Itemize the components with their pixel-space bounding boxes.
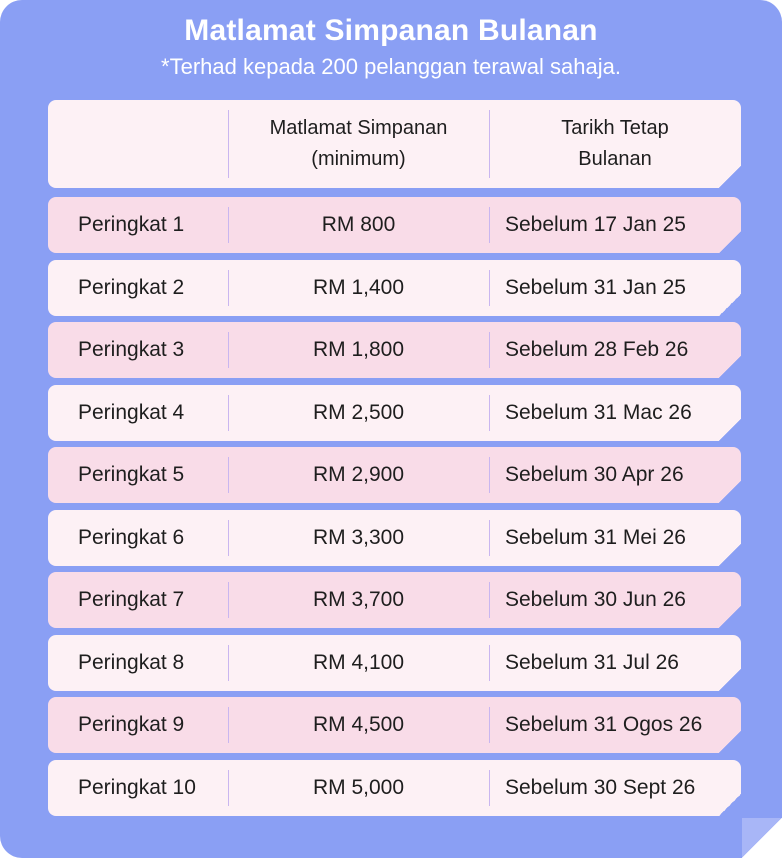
column-divider [489, 520, 490, 556]
column-divider [489, 457, 490, 493]
table-header-row [48, 100, 741, 188]
table-row [48, 322, 741, 378]
cell-level: Peringkat 7 [78, 588, 185, 611]
cell-date: Sebelum 17 Jan 25 [505, 213, 686, 236]
column-divider [489, 707, 490, 743]
cell-level: Peringkat 2 [78, 276, 185, 299]
table-row [48, 760, 741, 816]
folded-corner [719, 481, 741, 503]
cell-amount: RM 4,100 [312, 651, 405, 674]
cell-date: Sebelum 30 Jun 26 [505, 588, 686, 611]
table-row [48, 385, 741, 441]
cell-level: Peringkat 4 [78, 401, 185, 424]
table-row [48, 197, 741, 253]
cell-date: Sebelum 31 Mei 26 [505, 526, 686, 549]
header-cell-amount [228, 100, 489, 188]
table-row [48, 697, 741, 753]
column-divider [228, 270, 229, 306]
column-divider [489, 270, 490, 306]
cell-level: Peringkat 1 [78, 213, 185, 236]
column-divider [228, 582, 229, 618]
page-subtitle: *Terhad kepada 200 pelanggan terawal sahaja. [161, 54, 621, 79]
cell-level: Peringkat 5 [78, 463, 185, 486]
column-divider [228, 395, 229, 431]
column-divider [489, 770, 490, 806]
folded-corner [719, 294, 741, 316]
table-row [48, 447, 741, 503]
cell-date: Sebelum 31 Ogos 26 [505, 713, 703, 736]
table-row [48, 635, 741, 691]
folded-corner [719, 731, 741, 753]
column-divider [228, 457, 229, 493]
table-row [48, 510, 741, 566]
cell-amount: RM 2,900 [312, 463, 405, 486]
cell-amount: RM 5,000 [312, 776, 405, 799]
column-divider [228, 707, 229, 743]
cell-level: Peringkat 6 [78, 526, 185, 549]
header-cell-level [48, 100, 228, 188]
cell-date: Sebelum 28 Feb 26 [505, 338, 689, 361]
page-title: Matlamat Simpanan Bulanan [184, 14, 598, 47]
folded-corner [719, 166, 741, 188]
cell-amount: RM 4,500 [312, 713, 405, 736]
column-divider [228, 207, 229, 243]
column-divider [489, 332, 490, 368]
column-divider [228, 770, 229, 806]
folded-corner [719, 606, 741, 628]
cell-amount: RM 3,300 [312, 526, 405, 549]
cell-level: Peringkat 9 [78, 713, 185, 736]
header-amount-line2: (minimum) [311, 148, 406, 170]
column-divider [489, 645, 490, 681]
cell-date: Sebelum 31 Mac 26 [505, 401, 692, 424]
table-row [48, 572, 741, 628]
column-divider [228, 520, 229, 556]
cell-date: Sebelum 30 Sept 26 [505, 776, 696, 799]
cell-date: Sebelum 30 Apr 26 [505, 463, 684, 486]
folded-corner [719, 544, 741, 566]
header-cell-date [489, 100, 741, 188]
cell-level: Peringkat 3 [78, 338, 185, 361]
cell-date: Sebelum 31 Jan 25 [505, 276, 686, 299]
column-divider [228, 332, 229, 368]
cell-date: Sebelum 31 Jul 26 [505, 651, 679, 674]
cell-level: Peringkat 8 [78, 651, 185, 674]
cell-amount: RM 2,500 [312, 401, 405, 424]
cell-level: Peringkat 10 [78, 776, 196, 799]
column-divider [489, 582, 490, 618]
header-amount-line1: Matlamat Simpanan [269, 117, 448, 139]
folded-corner [719, 231, 741, 253]
column-divider [489, 395, 490, 431]
column-divider [489, 207, 490, 243]
column-divider [228, 110, 229, 178]
cell-amount: RM 1,400 [312, 276, 405, 299]
folded-corner [719, 794, 741, 816]
column-divider [228, 645, 229, 681]
column-divider [489, 110, 490, 178]
folded-corner [719, 669, 741, 691]
header-date-line2: Bulanan [578, 148, 652, 170]
table-row [48, 260, 741, 316]
cell-amount: RM 1,800 [312, 338, 405, 361]
cell-amount: RM 3,700 [312, 588, 405, 611]
folded-corner [719, 419, 741, 441]
header-date-line1: Tarikh Tetap [561, 117, 669, 139]
folded-corner [719, 356, 741, 378]
cell-amount: RM 800 [321, 213, 396, 236]
